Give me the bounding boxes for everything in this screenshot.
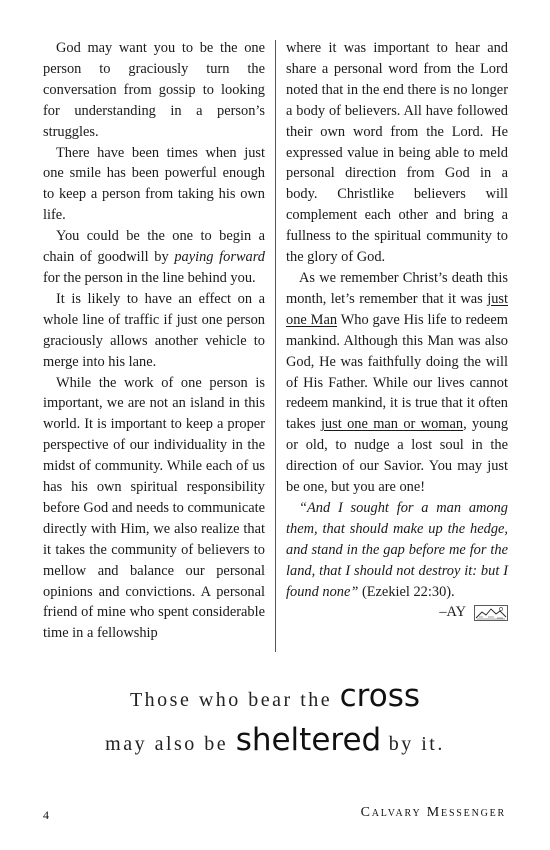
paragraph: It is likely to have an effect on a whole line of traffic if just one person graciously allows another vehicle to merge into his lane. [43,290,265,370]
tagline-text: by it. [381,733,445,755]
tagline-line-1 [0,678,550,714]
paragraph: There have been times when just one smile has been powerful enough to keep a person from taking his own life. [43,144,265,224]
author-initials: –AY [439,604,466,621]
tagline-text: may also be [105,733,236,755]
tagline-line-2 [0,722,550,758]
paragraph: God may want you to be the one person to graciously turn the conversation from gossip to looking for understanding in a person’s struggles. [43,40,265,140]
paragraph: where it was important to hear and share a personal word from the Lord noted that in the end there is no longer a body of believers. All have followed their own word from the Lord. He expressed value in being able to meld personal direction from God in a body. Christlike believers will complement each other and bring a fullness to the spiritual community to the glory of God. [286,40,508,266]
signature-line [286,602,508,623]
left-column [43,38,265,644]
text-run: for the person in the line behind you. [43,269,256,286]
tagline-text: Those who bear the [129,689,340,711]
scripture-quote [286,498,508,603]
page-number: 4 [43,808,51,822]
emphasis: paying forward [174,249,265,266]
column-divider [275,40,276,652]
landscape-sketch-icon [474,605,508,621]
quote-text: “And I sought for a man among them, that should make up the hedge, and stand in the gap before me for the land, that I should not destroy it: but I found none” [286,499,508,600]
tagline-emphasis: cross [339,678,421,714]
right-column [286,38,508,623]
paragraph: While the work of one person is important, we are not an island in this world. It is important to keep a proper perspective of our individuality in the midst of community. While each of us has his own spiritual responsibility before God and needs to communicate directly with Him, we also realize that it takes the community of believers to mellow and balance our personal opinions and convictions. A personal friend of mine who spent considerable time in a fellowship [43,374,265,642]
text-run: As we remember Christ’s death this month, let’s remember that it was [286,269,508,307]
quote-reference: (Ezekiel 22:30). [358,583,455,600]
text-run: Who gave His life to redeem mankind. Although this Man was also God, He was faithfully doing the will of His Father. While our lives cannot redeem mankind, it is true that it often takes [286,311,508,433]
paragraph [43,226,265,289]
text-run: , young or old, to nudge a lost soul in the direction of our Savior. You may just be one, but you are one! [286,416,509,496]
underlined-text: just one Man [286,290,508,328]
tagline-emphasis: sheltered [235,722,382,758]
paragraph [286,268,508,498]
text-run: You could be the one to begin a chain of goodwill by [43,228,265,266]
running-title: Calvary Messenger [360,805,506,820]
underlined-text: just one man or woman [320,416,464,433]
